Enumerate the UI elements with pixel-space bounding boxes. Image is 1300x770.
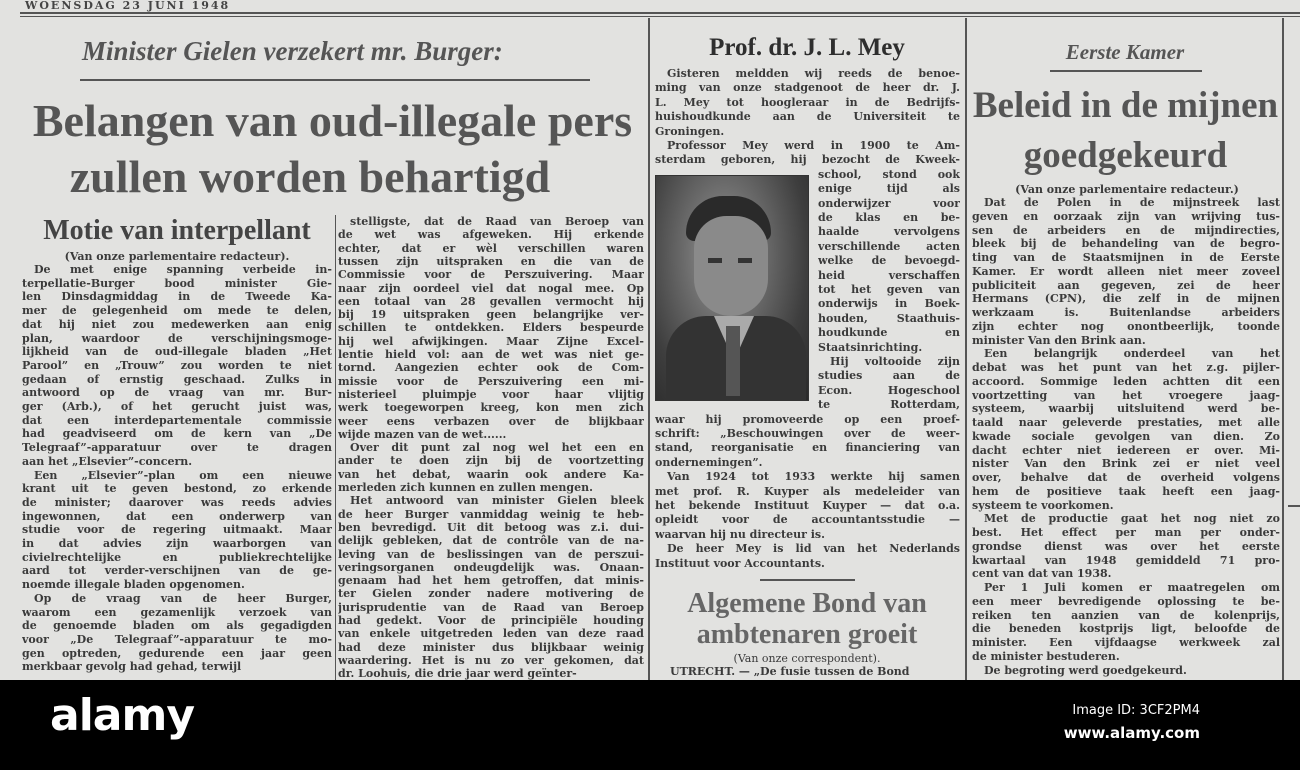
text-line: aan het „Elsevier”-concern. [22,454,193,468]
article4-byline: (Van onze parlementaire redacteur.) [1015,183,1239,196]
text-line: Kamer. Er wordt alleen niet meer zoveel [972,264,1280,278]
article1-headline: zullen worden behartigd [69,151,551,202]
text-line: systeem, waarbij uitsluitend werd be- [972,402,1280,416]
text-line: Commissie voor de Perszuivering. Maar [338,268,644,282]
text-line: systeem te voorkomen. [972,498,1114,512]
text-line: de genoemde bladen om als gegadigden [22,619,332,633]
text-line: echter, dat er wèl verschillen waren [338,241,644,255]
text-line: weer eens verbazen over de blijkbaar [338,414,644,428]
text-line: missie voor de Perszuivering een mi- [338,374,644,388]
text-line: houdkunde en [818,326,960,340]
text-line: dr. Loohuis, die drie jaar werd geïnter- [338,667,577,680]
text-line: ondernemingen”. [655,455,763,469]
column-rule [648,18,650,680]
column-rule [1288,505,1300,507]
text-line: schrift: „Beschouwingen over de weer- [655,427,960,440]
text-line: de minister; daarover was reeds advies [22,495,332,509]
text-line: waarvan hij nu directeur is. [655,527,825,541]
text-line: genaam had het hem getroffen, dat minis- [338,574,644,588]
text-line: sterdam geboren, hij bezocht de Kweek- [655,153,960,167]
text-line: len Dinsdagmiddag in de Tweede Ka- [22,290,332,304]
text-line: L. Mey tot hoogleraar in de Bedrijfs- [655,95,960,109]
article4-kicker: Eerste Kamer [1065,40,1185,64]
text-line: minister. Een vijfdaagse werkweek zal [972,636,1280,649]
text-line: veringsorganen ondeugdelijk was. Onaan- [338,560,644,574]
text-line: houden, Staathuis- [818,311,960,325]
text-line: had deze minister dus blijkbaar weinig [338,640,644,654]
text-line: stand, reorganisatie en financiering van [655,441,960,455]
text-line: dacht echter niet iedereen er over. Mi- [972,443,1280,457]
text-line: in dat advies zijn waarborgen van [22,537,332,550]
text-line: publiciteit aan gegeven, zei de heer [972,278,1280,292]
text-line: grondse dienst was over het eerste [972,539,1280,553]
text-line: sen de arbeiders en de mijndirecties, [972,223,1280,237]
text-line: de wet was afgeweken. Hij erkende [338,228,644,242]
text-line: Per 1 Juli komen er maatregelen om [984,581,1280,594]
text-line: de minister bestuderen. [972,649,1120,663]
text-line: onderwijs in Boek- [818,297,960,311]
text-line: die beneden kostprijs ligt, beloofde de [972,622,1280,636]
text-line: waardering. Het is nu zo ver gekomen, dat [338,653,644,667]
text-line: kwartaal van 1948 gemiddeld 71 pro- [972,553,1280,567]
text-line: antwoord op de vraag van mr. Bur- [22,386,332,400]
text-line: Van 1924 tot 1933 werkte hij samen [667,470,960,484]
text-line: gen optreden, gedurende een jaar geen [22,646,332,660]
text-line: ming van onze stadgenoot de heer dr. J. [655,81,960,95]
text-line: aard tot verder-verschijnen van de ge- [22,564,332,578]
article3-headline: ambtenaren groeit [696,619,918,650]
text-line: voor „De Telegraaf”-apparatuur te mo- [22,632,332,646]
text-line: had geadviseerd om de kern van „De [22,427,332,441]
column-rule [965,18,967,680]
text-line: kwade sociale gevolgen van dien. Zo [972,429,1280,443]
kicker-underline [80,79,590,81]
text-line: een totaal van 28 gevallen vermocht hij [338,294,644,308]
text-line: waar hij promoveerde op een proef- [655,412,960,426]
text-line: cent van dat van 1938. [972,567,1112,581]
text-line: Over dit punt zal nog wel het een en [350,441,644,455]
text-line: Instituut voor Accountants. [655,556,825,570]
article3-headline: Algemene Bond van [687,588,927,619]
text-line: gedaan of ernstig geschaad. Zulks in [22,372,332,386]
text-line: verschillende acten [818,239,960,253]
text-line: lentie hield vol: aan de wet was niet ge- [338,348,644,361]
article4-headline: goedgekeurd [1023,135,1228,176]
masthead-rule [20,12,1300,14]
text-line: ger (Arb.), of het gerucht juist was, [22,400,332,413]
text-line: best. Het effect per man per onder- [972,526,1280,539]
text-line: debat was het punt van het z.g. pijler- [972,361,1280,374]
text-line: ingewonnen, dat een onderwerp van [22,509,332,523]
text-line: hem de positieve taak heeft een jaag- [972,484,1280,498]
text-line: Een belangrijk onderdeel van het [984,347,1280,361]
text-line: haalde vervolgens [818,225,960,239]
text-line: nister Van den Brink zei er niet veel [972,457,1280,471]
text-line: Hermans (CPN), die zelf in de mijnen [972,292,1280,306]
text-line: accoord. Sommige leden achtten dit een [972,374,1280,388]
image-id: Image ID: 3CF2PM4 [1072,703,1200,718]
footer-bar [0,680,1300,770]
text-line: merleden zich kunnen en zullen mengen. [338,481,593,494]
text-line: Op de vraag van de heer Burger, [34,591,332,605]
text-line: ting van de Staatsmijnen in de Eerste [972,251,1280,264]
column-rule [1282,18,1284,680]
text-line: ter Gielen zonder nadere motivering de [338,587,644,601]
text-line: terpellatie-Burger bood minister Gie- [22,276,332,290]
text-line: welke de bevoegd- [818,254,960,268]
article1-byline: (Van onze parlementaire redacteur). [64,250,290,263]
alamy-logo: alamy [50,690,194,741]
text-line: Gisteren meldden wij reeds de benoe- [667,67,960,80]
text-line: Professor Mey werd in 1900 te Am- [667,139,960,152]
article1-kicker: Minister Gielen verzekert mr. Burger: [82,36,503,66]
article2-headline: Prof. dr. J. L. Mey [709,34,905,61]
text-line: delijk gebleken, dat de contrôle van de na- [338,534,644,548]
text-line: Hij voltooide zijn [830,355,960,368]
text-line: naar zijn oordeel viel dat nogal mee. Op [338,281,644,295]
text-line: Telegraaf”-apparatuur over te dragen [22,441,332,455]
text-line: tussen zijn uitspraken en die van de [338,254,644,268]
text-line: noemde illegale bladen opgenomen. [22,578,245,592]
portrait-photo [655,175,809,401]
alamy-url: www.alamy.com [1063,724,1200,742]
text-line: de heer Burger vanmiddag weinig te heb- [338,507,644,521]
text-line: Parool” en „Trouw” zou worden te niet [22,358,332,372]
text-line: tornd. Aangezien echter ook de Com- [338,361,644,375]
text-line: schillen te ontdekken. Elders bespeurde [338,321,644,335]
article3-first-line: UTRECHT. — „De fusie tussen de Bond [670,665,910,678]
text-line: Met de productie gaat het nog niet zo [984,512,1280,526]
text-line: had gedekt. Voor de principiële houding [338,614,644,627]
text-line: voortzetting van het vroegere jaag- [972,388,1280,402]
masthead-date: WOENSDAG 23 JUNI 1948 [25,0,231,12]
text-line: zijn echter nog onontbeerlijk, toonde [972,319,1280,333]
text-line: ben bevredigd. Uit dit betoog was z.i. dui- [338,520,644,534]
text-line: Staatsinrichting. [818,340,923,354]
text-line: waarom een gezamenlijk verzoek van [22,605,332,619]
article1-subhead: Motie van interpellant [43,215,311,246]
text-line: over, behalve dat de overheid volgens [972,471,1280,484]
text-line: van enkele uitgetreden leden van deze raad [338,627,644,641]
text-line: bij 19 uitspraken geen belangrijke ver- [338,308,644,322]
kicker-underline [1050,70,1202,72]
text-line: De met enige spanning verbeide in- [34,263,332,276]
text-line: school, stond ook [818,167,960,181]
text-line: Een „Elsevier”-plan om een nieuwe [34,468,332,482]
text-line: ander te doen zijn bij de voortzetting [338,454,644,468]
text-line: dat een interdepartementale commissie [22,413,332,427]
article-separator [760,579,855,581]
text-line: stelligste, dat de Raad van Beroep van [350,215,644,228]
column-rule [335,215,336,680]
text-line: onderwijzer voor [818,196,960,210]
text-line: nisterieel pluimpje voor haar vlijtig [338,387,644,401]
text-line: mer de gelegenheid om mede te delen, [22,304,332,318]
text-line: het bekende Instituut Kuyper — dat o.a. [655,499,960,512]
text-line: reiken ten aanzien van de kolenprijs, [972,608,1280,622]
article3-byline: (Van onze correspondent). [733,652,881,665]
text-line: enige tijd als [818,182,960,196]
text-line: te Rotterdam, [818,398,960,412]
text-line: plan, waardoor de verschijningsmoge- [22,331,332,345]
text-line: wijde mazen van de wet...... [338,427,507,441]
text-line: taald naar geleverde prestaties, met alle [972,416,1280,429]
masthead-rule [20,16,1300,17]
text-line: studie voor de regering uitmaakt. Maar [22,523,332,537]
text-line: leving van de beslissingen van de perszui- [338,547,644,561]
text-line: studies aan de [818,369,960,383]
text-line: geven en oorzaak zijn van wrijving tus- [972,209,1280,223]
text-line: met prof. R. Kuyper als medeleider van [655,484,960,498]
text-line: een meer bevredigende oplossing te be- [972,594,1280,608]
text-line: dat hij niet zou medewerken aan enig [22,317,332,331]
text-line: De heer Mey is lid van het Nederlands [667,542,960,556]
text-line: Dat de Polen in de mijnstreek last [984,196,1280,209]
text-line: civielrechtelijke en publiekrechtelijke [22,550,332,564]
article4-headline: Beleid in de mijnen [972,85,1279,126]
text-line: heid verschaffen [818,268,960,282]
text-line: Groningen. [655,124,725,138]
text-line: bleek bij de behandeling van de begro- [972,237,1280,251]
text-line: lijkheid van de oud-illegale bladen „Het [22,345,332,359]
text-line: De begroting werd goedgekeurd. [984,663,1187,677]
text-line: werk toegeworpen kreeg, kon men zich [338,401,644,415]
text-line: de klas en be- [818,211,960,224]
text-line: Econ. Hogeschool [818,383,960,397]
text-line: merkbaar gevolg had gehad, terwijl [22,660,242,674]
text-line: krant uit te geven bestond, zo erkende [22,482,332,496]
text-line: jurisprudentie van de Raad van Beroep [338,600,644,614]
text-line: hij wel afwijkingen. Maar Zijne Excel- [338,334,644,348]
text-line: tot het geven van [818,283,960,296]
article1-headline: Belangen van oud-illegale pers [32,95,633,146]
text-line: van het debat, waarin ook andere Ka- [338,467,644,481]
text-line: werkzaam is. Buitenlandse arbeiders [972,306,1280,319]
text-line: minister Van den Brink aan. [972,333,1146,347]
text-line: Het antwoord van minister Gielen bleek [350,494,644,508]
text-line: huishoudkunde aan de Universiteit te [655,110,960,124]
text-line: opleidt voor de accountantsstudie — [655,513,960,527]
